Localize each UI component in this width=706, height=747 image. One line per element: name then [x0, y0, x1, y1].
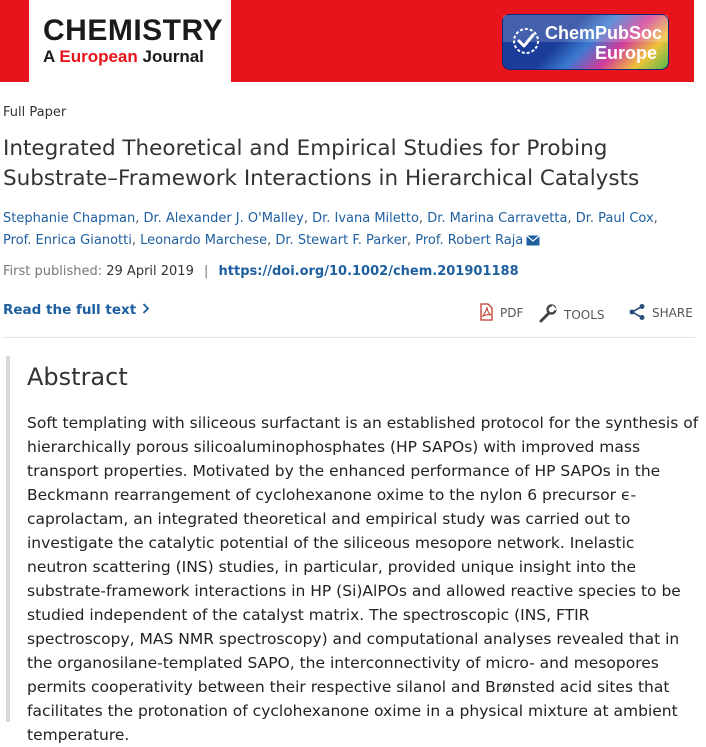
email-icon[interactable]	[526, 235, 540, 246]
journal-logo-subtitle	[43, 47, 204, 67]
author-separator: ,	[653, 211, 658, 226]
author-list	[3, 208, 693, 252]
section-divider	[3, 337, 695, 338]
journal-logo-title: CHEMISTRY	[43, 14, 224, 47]
abstract-text: Soft templating with siliceous surfactant is an established protocol for the synthesis of hierarchically porous silicoaluminophosphates (HP SAPOs) with improved mass transport properties. Motivated by the enhanced performance of HP SAPOs in the Beckmann rearrangement of cyclohexanone oxime to the nylon 6 precursor ϵ-caprolactam, an integrated theoretical and empirical study was carried out to investigate the catalytic potential of the siliceous mesopore network. Inelastic neutron scattering (INS) studies, in particular, provided unique insight into the substrate-framework interactions in HP (Si)AlPOs and allowed reactive species to be studied independent of the catalyst matrix. The spectroscopic (INS, FTIR spectroscopy, MAS NMR spectroscopy) and computational analyses revealed that in the organosilane-templated SAPO, the interconnectivity of micro- and mesopores permits cooperativity between their respective silanol and Brønsted acid sites that facilitates the protonation of cyclohexanone oxime in a physical mixture at ambient temperature.	[27, 414, 699, 744]
journal-banner	[0, 0, 694, 82]
pdf-label: PDF	[500, 306, 524, 320]
tools-button[interactable]	[538, 303, 605, 323]
author-link[interactable]: Dr. Ivana Miletto	[312, 211, 419, 226]
author-link[interactable]: Stephanie Chapman	[3, 211, 136, 226]
author-link[interactable]: Prof. Enrica Gianotti	[3, 233, 132, 248]
society-region: Europe	[595, 43, 658, 63]
read-full-text-label: Read the full text	[3, 302, 137, 318]
publication-info	[3, 264, 519, 279]
share-icon	[628, 303, 646, 321]
share-button[interactable]	[628, 303, 693, 321]
author-link[interactable]: Dr. Marina Carravetta	[427, 211, 568, 226]
separator: |	[204, 264, 209, 279]
pdf-button[interactable]	[478, 303, 523, 321]
first-published-date: 29 April 2019	[106, 264, 194, 279]
article-title: Integrated Theoretical and Empirical Studies for Probing Substrate–Framework Interactions in Hierarchical Catalysts	[3, 136, 640, 191]
author-link[interactable]: Leonardo Marchese	[140, 233, 268, 248]
share-label: SHARE	[652, 306, 693, 320]
abstract-heading: Abstract	[27, 363, 128, 391]
author-separator: ,	[135, 211, 144, 226]
author-separator: ,	[267, 233, 276, 248]
author-link[interactable]: Prof. Robert Raja	[415, 233, 540, 248]
doi-link[interactable]: https://doi.org/10.1002/chem.201901188	[218, 264, 519, 279]
stars-check-icon	[511, 26, 541, 56]
abstract-side-bar	[6, 356, 10, 722]
author-separator: ,	[303, 211, 313, 226]
tools-label: TOOLS	[564, 308, 605, 322]
author-separator: ,	[406, 233, 416, 248]
first-published-label: First published:	[3, 264, 103, 279]
article-type: Full Paper	[3, 105, 67, 120]
author-link[interactable]: Dr. Paul Cox	[575, 211, 654, 226]
author-link[interactable]: Dr. Alexander J. O'Malley	[143, 211, 304, 226]
chevron-right-icon	[142, 302, 150, 318]
author-separator: ,	[131, 233, 141, 248]
author-separator: ,	[418, 211, 428, 226]
society-logo[interactable]	[502, 14, 669, 70]
journal-sub-suffix: Journal	[137, 47, 204, 66]
journal-sub-prefix: A	[43, 47, 60, 66]
pdf-icon	[478, 303, 494, 321]
wrench-icon	[538, 303, 558, 323]
journal-sub-accent: European	[59, 47, 138, 66]
society-name: ChemPubSoc	[545, 23, 663, 43]
author-separator: ,	[567, 211, 576, 226]
author-link[interactable]: Dr. Stewart F. Parker	[275, 233, 407, 248]
read-full-text-link[interactable]	[3, 302, 150, 318]
